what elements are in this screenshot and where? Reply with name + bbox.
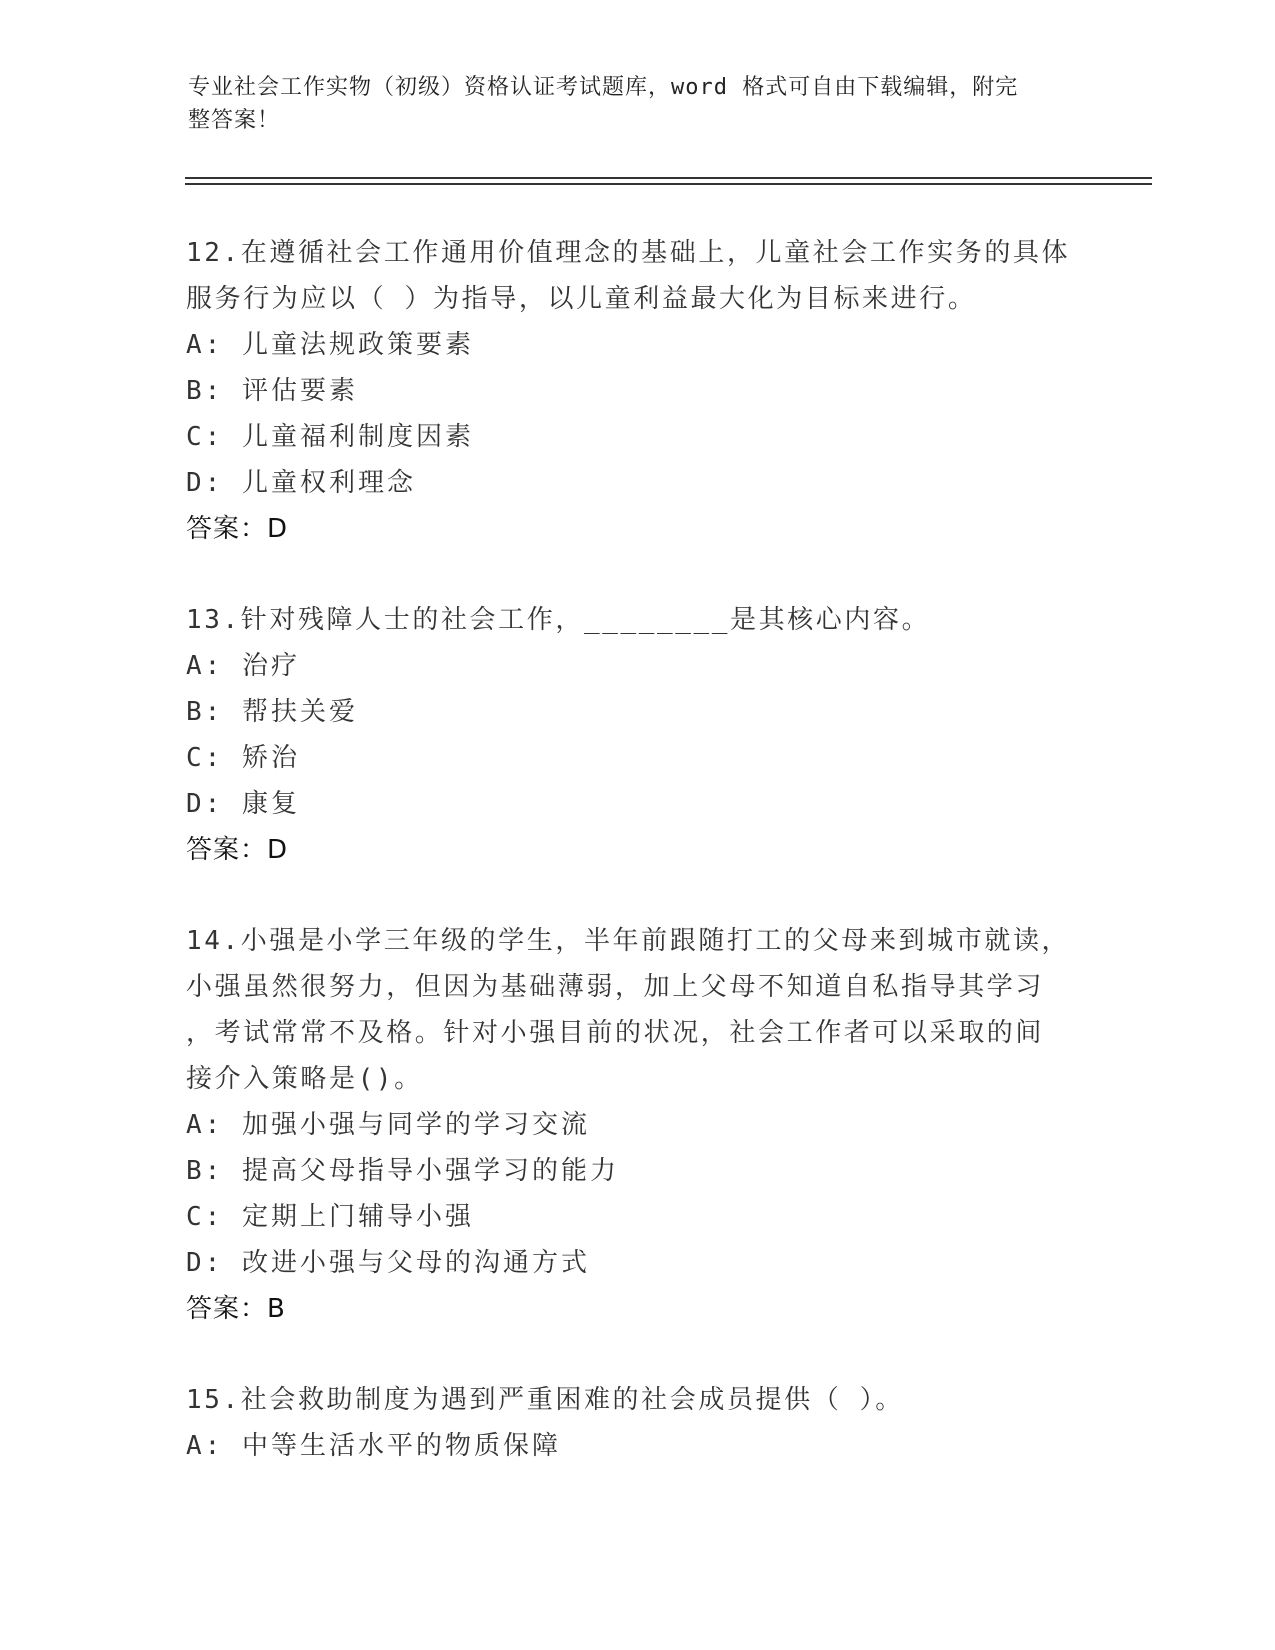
option-c: C: 矫治 xyxy=(186,743,300,773)
option-d: D: 康复 xyxy=(186,789,300,819)
question-stem xyxy=(186,918,1086,1102)
header-divider-top xyxy=(185,177,1152,179)
document-header xyxy=(188,71,1068,137)
question-list xyxy=(186,230,1086,1469)
option-b: B: 提高父母指导小强学习的能力 xyxy=(186,1156,619,1186)
question-15 xyxy=(186,1377,1086,1469)
question-14 xyxy=(186,918,1086,1332)
option-d: D: 儿童权利理念 xyxy=(186,468,416,498)
stem-line: ，考试常常不及格。针对小强目前的状况，社会工作者可以采取的间 xyxy=(186,1018,1045,1048)
header-line-2: 整答案！ xyxy=(188,108,281,133)
option-b: B: 评估要素 xyxy=(186,376,358,406)
stem-line: 13.针对残障人士的社会工作，________是其核心内容。 xyxy=(186,605,931,635)
option-c: C: 儿童福利制度因素 xyxy=(186,422,474,452)
answer-line: 答案：D xyxy=(186,835,289,865)
question-stem xyxy=(186,230,1086,322)
question-gap xyxy=(186,873,1086,918)
stem-line: 12.在遵循社会工作通用价值理念的基础上，儿童社会工作实务的具体 xyxy=(186,238,1071,268)
option-a: A: 治疗 xyxy=(186,651,300,681)
header-line-1: 专业社会工作实物（初级）资格认证考试题库，word 格式可自由下载编辑，附完 xyxy=(188,75,1019,100)
answer-line: 答案：B xyxy=(186,1294,286,1324)
option-c: C: 定期上门辅导小强 xyxy=(186,1202,474,1232)
option-b: B: 帮扶关爱 xyxy=(186,697,358,727)
option-d: D: 改进小强与父母的沟通方式 xyxy=(186,1248,590,1278)
question-gap xyxy=(186,552,1086,597)
answer-line: 答案：D xyxy=(186,514,289,544)
question-13 xyxy=(186,597,1086,873)
question-12 xyxy=(186,230,1086,552)
option-a: A: 中等生活水平的物质保障 xyxy=(186,1431,561,1461)
question-stem xyxy=(186,1377,1086,1423)
question-stem xyxy=(186,597,1086,643)
stem-line: 服务行为应以（ ）为指导，以儿童利益最大化为目标来进行。 xyxy=(186,284,977,314)
question-gap xyxy=(186,1332,1086,1377)
header-divider-bottom xyxy=(185,183,1152,185)
stem-line: 14.小强是小学三年级的学生，半年前跟随打工的父母来到城市就读， xyxy=(186,926,1071,956)
stem-line: 15.社会救助制度为遇到严重困难的社会成员提供（ ）。 xyxy=(186,1385,904,1415)
option-a: A: 儿童法规政策要素 xyxy=(186,330,474,360)
stem-line: 小强虽然很努力，但因为基础薄弱，加上父母不知道自私指导其学习 xyxy=(186,972,1045,1002)
option-a: A: 加强小强与同学的学习交流 xyxy=(186,1110,590,1140)
stem-line: 接介入策略是()。 xyxy=(186,1064,423,1094)
